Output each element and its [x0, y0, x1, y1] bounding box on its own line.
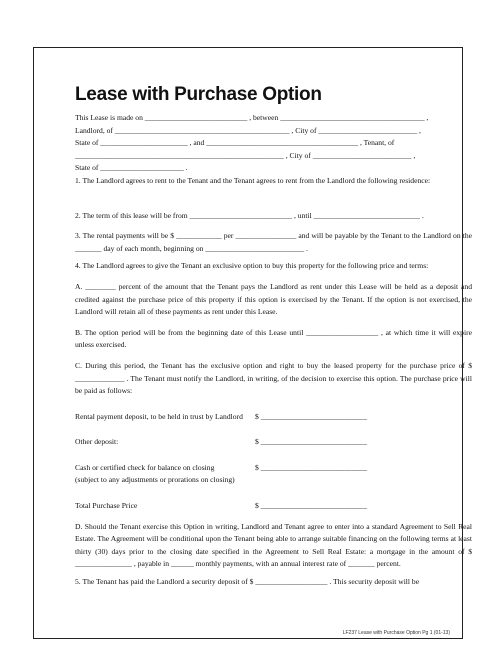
clause-5: 5. The Tenant has paid the Landlord a security deposit of $ ___________________ . This security deposit will be: [75, 577, 420, 587]
financial-row-total-price: [75, 500, 472, 513]
financial-row-other-deposit: [75, 436, 472, 449]
financial-value-field: $ ____________________________: [255, 437, 368, 447]
document-body: [75, 112, 472, 589]
financial-label: Total Purchase Price: [75, 501, 138, 511]
header-line-2: Landlord, of ______________________________________________ , City of __________________________ ,: [75, 125, 421, 135]
header-line-5: State of ______________________ .: [75, 163, 188, 173]
financial-value-field: $ ____________________________: [255, 411, 368, 421]
financial-label: Other deposit:: [75, 437, 119, 447]
header-line-4: _______________________________________________________ , City of __________________________ ,: [75, 150, 416, 160]
financial-label: Cash or certified check for balance on closing: [75, 462, 215, 472]
financial-value-field: $ ____________________________: [255, 462, 368, 472]
clause-2: 2. The term of this lease will be from ___________________________ , until ____________________________ .: [75, 210, 424, 220]
financial-label: (subject to any adjustments or prorations on closing): [75, 475, 235, 485]
financial-label: Rental payment deposit, to be held in trust by Landlord: [75, 411, 243, 421]
document-page: [33, 47, 472, 639]
clause-4a: A. ________ percent of the amount that the Tenant pays the Landlord as rent under this Lease will be held as a deposit and credited against the purchase price of this property if this option is exercised by the Tenant. If the option is not exercised, the Landlord will retain all of these payments as rent under this Lease.: [75, 281, 472, 317]
header-line-3: State of _______________________ , and ________________________________________ , Tenant, of: [75, 138, 395, 148]
header-line-1: This Lease is made on ___________________________ , between ______________________________________ ,: [75, 113, 429, 122]
financial-row-rental-deposit: [75, 411, 472, 424]
clause-4: 4. The Landlord agrees to give the Tenant an exclusive option to buy this property for the following price and terms:: [75, 261, 429, 271]
form-footer: LF237 Lease with Purchase Option Pg 1 (01-13): [342, 630, 450, 636]
clause-1: 1. The Landlord agrees to rent to the Tenant and the Tenant agrees to rent from the Landlord the following residence:: [75, 175, 431, 185]
financial-value-field: $ ____________________________: [255, 501, 368, 511]
clause-4d: D. Should the Tenant exercise this Option in writing, Landlord and Tenant agree to enter into a standard Agreement to Sell Real Estate. The Agreement will be conditional upon the Tenant being able to arrange suitable financing on the following terms at least thirty (30) days prior to the closing date specified in the Agreement to Sell Real Estate: a mortgage in the amount of $ _______________ , payable in ______ monthly payments, with an annual interest rate of _______ percent.: [75, 521, 472, 569]
clause-3: 3. The rental payments will be $ ____________ per ________________ and will be payable by the Tenant to the Landlord on the _______ day of each month, beginning on __________________________ .: [75, 231, 472, 253]
document-title: Lease with Purchase Option: [75, 84, 322, 105]
financial-row-adjustments-note: [75, 474, 472, 487]
financial-row-cash-balance: [75, 462, 472, 475]
clause-4c: C. During this period, the Tenant has the exclusive option and right to buy the leased property for the purchase price of $ _____________ . The Tenant must notify the Landlord, in writing, of the decision to exercise this option. The purchase price will be paid as follows:: [75, 360, 472, 396]
clause-4b: B. The option period will be from the beginning date of this Lease until ___________________ , at which time it will expire unless exercised.: [75, 327, 472, 350]
